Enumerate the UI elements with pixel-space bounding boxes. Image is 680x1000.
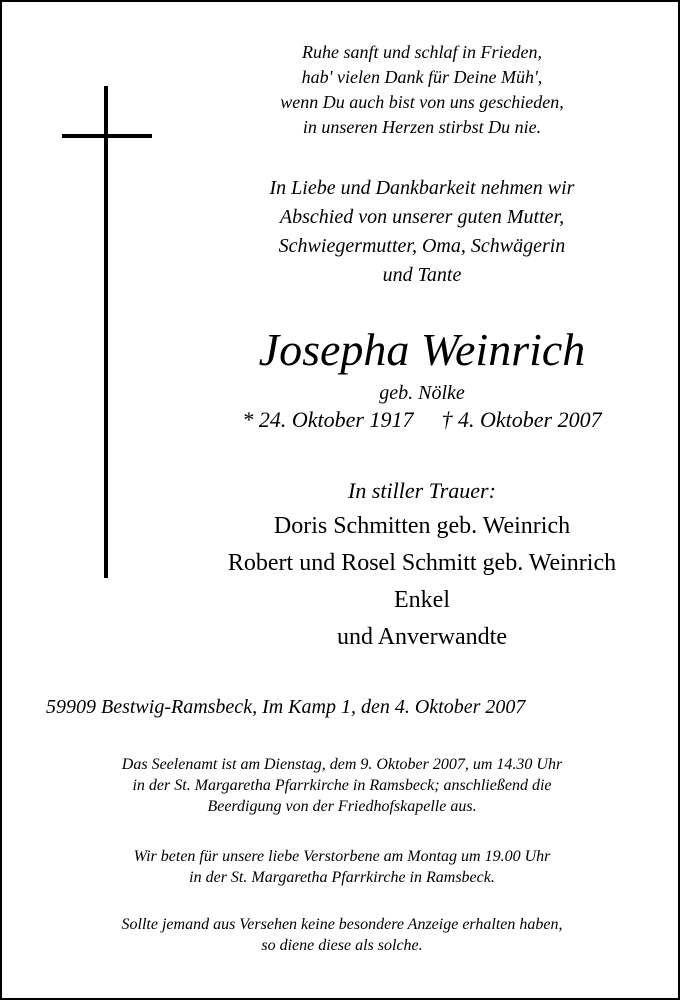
poem-line: wenn Du auch bist von uns geschieden, [280, 92, 564, 112]
note-line: Sollte jemand aus Versehen keine besondere Anzeige erhalten haben, [121, 916, 563, 933]
death-date: † 4. Oktober 2007 [441, 407, 602, 432]
intro-text [202, 174, 642, 290]
note-line: so diene diese als solche. [261, 937, 423, 954]
requiem-note [32, 754, 652, 817]
note-line: Das Seelenamt ist am Dienstag, dem 9. Oktober 2007, um 14.30 Uhr [121, 756, 563, 773]
note-line: in der St. Margaretha Pfarrkirche in Ramsbeck; anschließend die [132, 777, 552, 794]
deceased-name: Josepha Weinrich [258, 324, 586, 375]
intro-line: Abschied von unserer guten Mutter, [279, 206, 565, 228]
intro-line: Schwiegermutter, Oma, Schwägerin [278, 235, 566, 257]
poem [202, 40, 642, 140]
place-and-date: 59909 Bestwig-Ramsbeck, Im Kamp 1, den 4. Oktober 2007 [46, 696, 526, 718]
mourner: Doris Schmitten geb. Weinrich [273, 513, 571, 539]
notice-note [32, 914, 652, 956]
poem-line: Ruhe sanft und schlaf in Frieden, [302, 42, 542, 62]
poem-line: in unseren Herzen stirbst Du nie. [302, 117, 542, 137]
cross-icon-horizontal [62, 134, 152, 138]
birth-name: geb. Nölke [379, 382, 465, 404]
birth-date: * 24. Oktober 1917 [242, 407, 414, 432]
mourner: Enkel [394, 587, 450, 613]
mourning-heading: In stiller Trauer: [348, 478, 496, 503]
intro-line: In Liebe und Dankbarkeit nehmen wir [269, 177, 575, 199]
life-dates [182, 406, 662, 434]
mourner: Robert und Rosel Schmitt geb. Weinrich [227, 550, 617, 576]
note-line: in der St. Margaretha Pfarrkirche in Ramsbeck. [189, 869, 495, 886]
note-line: Wir beten für unsere liebe Verstorbene am Montag um 19.00 Uhr [133, 848, 551, 865]
mourners-list [172, 508, 672, 656]
note-line: Beerdigung von der Friedhofskapelle aus. [207, 798, 477, 815]
prayer-note [32, 846, 652, 888]
mourner: und Anverwandte [337, 624, 507, 650]
intro-line: und Tante [382, 264, 462, 286]
poem-line: hab' vielen Dank für Deine Müh', [301, 67, 543, 87]
cross-icon-vertical [104, 86, 108, 578]
